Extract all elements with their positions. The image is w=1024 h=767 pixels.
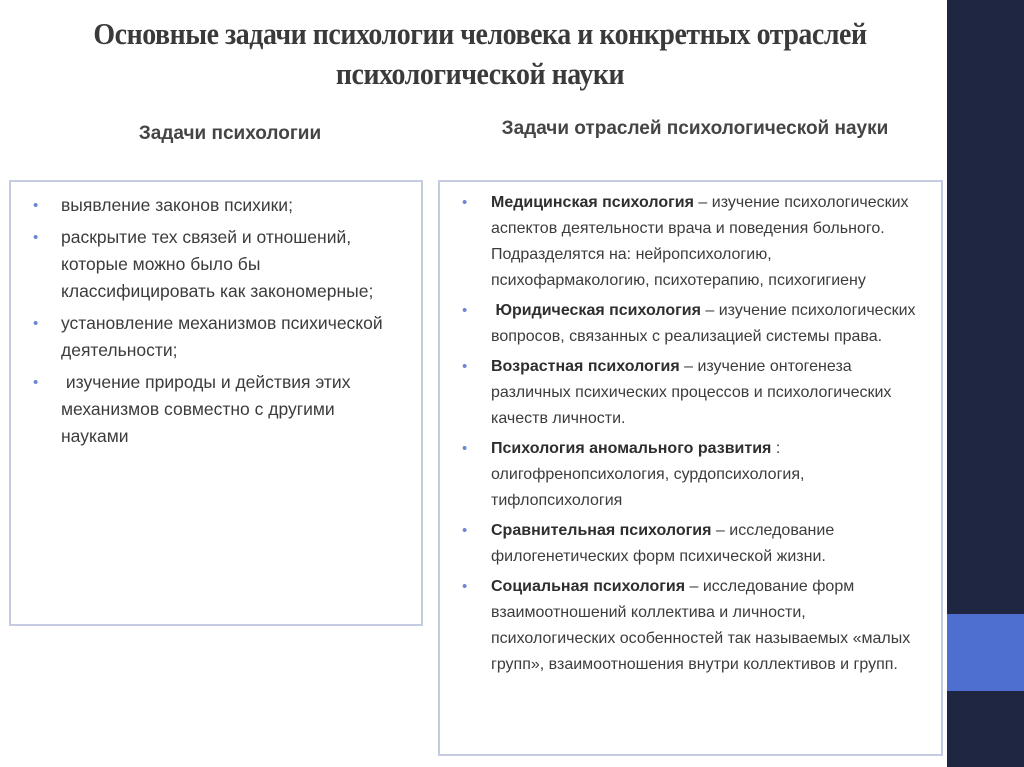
bullet-icon: •: [33, 229, 39, 246]
bullet-icon: •: [462, 302, 468, 319]
bullet-icon: •: [462, 522, 468, 539]
left-bullet-list: [11, 182, 421, 450]
bullet-icon: •: [462, 578, 468, 595]
decorative-sidebar: [947, 0, 1024, 767]
right-column-heading: Задачи отраслей психологической науки: [501, 118, 889, 139]
list-item: [462, 354, 933, 432]
branch-term: Сравнительная психология: [491, 522, 712, 539]
branch-term: Юридическая психология: [491, 302, 701, 319]
bullet-icon: •: [33, 315, 39, 332]
item-text: выявление законов психики;: [61, 195, 293, 215]
item-text: установление механизмов психической деятельности;: [61, 313, 383, 360]
slide-title: Основные задачи психологии человека и конкретных отраслей психологической науки: [93, 16, 867, 91]
branch-description: – исследование форм взаимоотношений коллектива и личности, психологических особенностей так называемых «малых групп», взаимоотношения внутри коллективов и групп.: [491, 578, 911, 673]
right-bullet-list: [440, 182, 941, 678]
bullet-icon: •: [33, 197, 39, 214]
right-content-box: [438, 180, 943, 756]
branch-term: Психология аномального развития: [491, 440, 772, 457]
branch-description: – изучение психологических вопросов, связанных с реализацией системы права.: [491, 302, 916, 345]
branch-term: Медицинская психология: [491, 194, 694, 211]
branch-term: Социальная психология: [491, 578, 686, 595]
left-content-box: [9, 180, 423, 626]
list-item: [33, 310, 405, 364]
left-column-heading: Задачи психологии: [138, 123, 322, 144]
bullet-icon: •: [462, 358, 468, 375]
list-item: [33, 224, 405, 305]
list-item: [462, 574, 933, 678]
branch-term: Возрастная психология: [491, 358, 680, 375]
list-item: [462, 518, 933, 570]
branch-description: – изучение онтогенеза различных психических процессов и психологических качеств личности.: [491, 358, 892, 427]
bullet-icon: •: [462, 440, 468, 457]
bullet-icon: •: [462, 194, 468, 211]
branch-description: – изучение психологических аспектов деятельности врача и поведения больного. Подразделятся на: нейропсихологию, психофармакологию, психотерапию, психогигиену: [491, 194, 909, 289]
list-item: [462, 436, 933, 514]
list-item: [33, 369, 405, 450]
branch-description: : олигофренопсихология, сурдопсихология, тифлопсихология: [491, 440, 805, 509]
item-text: раскрытие тех связей и отношений, которые можно было бы классифицировать как закономерные;: [61, 227, 374, 301]
branch-description: – исследование филогенетических форм психической жизни.: [491, 522, 835, 565]
list-item: [462, 190, 933, 294]
item-text: изучение природы и действия этих механизмов совместно с другими науками: [61, 372, 356, 446]
list-item: [462, 298, 933, 350]
list-item: [33, 192, 405, 219]
bullet-icon: •: [33, 374, 39, 391]
sidebar-accent-block: [947, 614, 1024, 691]
